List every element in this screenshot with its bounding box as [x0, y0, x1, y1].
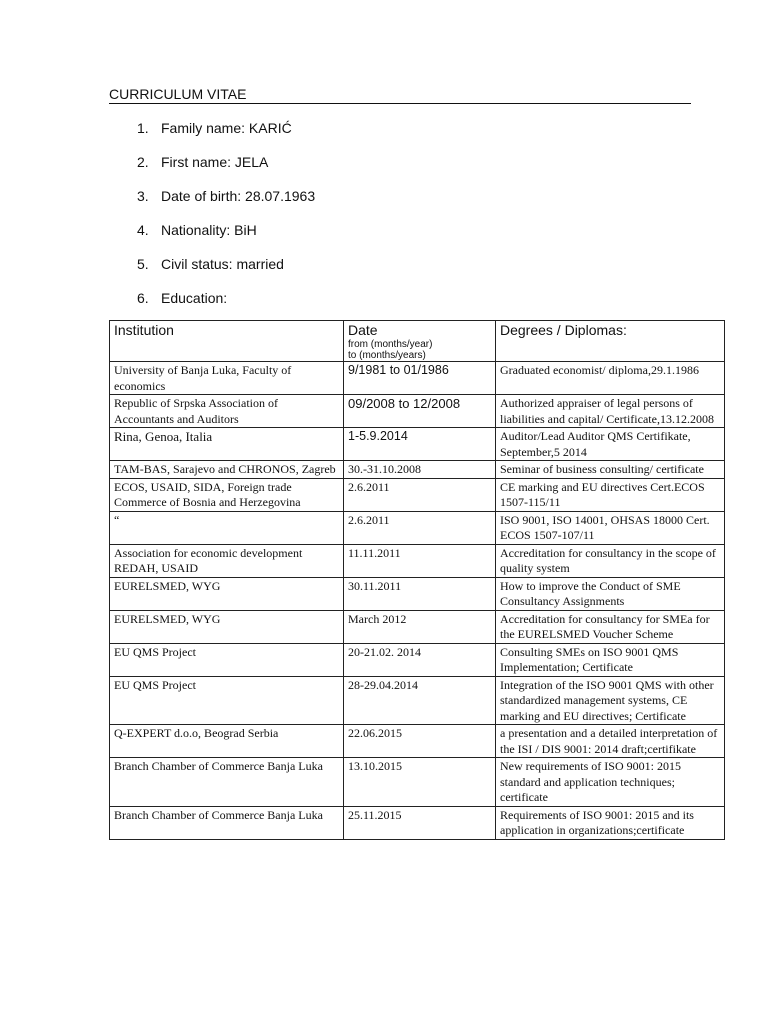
date-cell: 2.6.2011 — [344, 511, 496, 544]
list-item-first-name — [137, 152, 315, 186]
table-row — [110, 610, 725, 643]
date-cell: 28-29.04.2014 — [344, 676, 496, 725]
institution-cell: Branch Chamber of Commerce Banja Luka — [110, 806, 344, 839]
family-name-text: Family name: KARIĆ — [161, 120, 292, 136]
degree-cell: Requirements of ISO 9001: 2015 and its application in organizations;certificate — [496, 806, 725, 839]
date-cell: 2.6.2011 — [344, 478, 496, 511]
date-header-label: Date — [348, 322, 378, 338]
list-number: 6. — [137, 290, 149, 306]
institution-cell: Association for economic development REDAH, USAID — [110, 544, 344, 577]
date-header-to: to (months/years) — [348, 350, 426, 361]
personal-info-list — [137, 118, 315, 322]
date-cell: 9/1981 to 01/1986 — [344, 362, 496, 395]
date-header-from: from (months/year) — [348, 339, 433, 350]
degree-cell: Auditor/Lead Auditor QMS Certifikate, September,5 2014 — [496, 428, 725, 461]
list-item-date-of-birth — [137, 186, 315, 220]
institution-cell: TAM-BAS, Sarajevo and CHRONOS, Zagreb — [110, 461, 344, 479]
list-item-civil-status — [137, 254, 315, 288]
institution-cell: EURELSMED, WYG — [110, 577, 344, 610]
institution-header: Institution — [110, 321, 344, 362]
table-row — [110, 725, 725, 758]
education-table — [109, 320, 725, 840]
date-cell: 20-21.02. 2014 — [344, 643, 496, 676]
date-cell: 09/2008 to 12/2008 — [344, 395, 496, 428]
list-number: 5. — [137, 256, 149, 272]
date-cell: 22.06.2015 — [344, 725, 496, 758]
table-row — [110, 511, 725, 544]
date-cell: 25.11.2015 — [344, 806, 496, 839]
institution-cell: EU QMS Project — [110, 643, 344, 676]
degree-cell: Accreditation for consultancy in the scope of quality system — [496, 544, 725, 577]
table-row — [110, 544, 725, 577]
date-cell: 30.11.2011 — [344, 577, 496, 610]
date-cell: 30.-31.10.2008 — [344, 461, 496, 479]
institution-cell-ditto: “ — [110, 511, 344, 544]
list-item-family-name — [137, 118, 315, 152]
degree-cell: Authorized appraiser of legal persons of liabilities and capital/ Certificate,13.12.2008 — [496, 395, 725, 428]
table-row — [110, 758, 725, 807]
list-item-nationality — [137, 220, 315, 254]
table-header-row — [110, 321, 725, 362]
degree-cell: a presentation and a detailed interpretation of the ISI / DIS 9001: 2014 draft;certifikate — [496, 725, 725, 758]
institution-cell: EURELSMED, WYG — [110, 610, 344, 643]
table-row — [110, 395, 725, 428]
institution-cell: Branch Chamber of Commerce Banja Luka — [110, 758, 344, 807]
degree-cell: Graduated economist/ diploma,29.1.1986 — [496, 362, 725, 395]
institution-cell: Republic of Srpska Association of Accountants and Auditors — [110, 395, 344, 428]
degree-cell: CE marking and EU directives Cert.ECOS 1507-115/11 — [496, 478, 725, 511]
degree-cell: Accreditation for consultancy for SMEa for the EURELSMED Voucher Scheme — [496, 610, 725, 643]
table-row — [110, 577, 725, 610]
institution-cell: Q-EXPERT d.o.o, Beograd Serbia — [110, 725, 344, 758]
degree-cell: Seminar of business consulting/ certificate — [496, 461, 725, 479]
table-row — [110, 806, 725, 839]
institution-cell: EU QMS Project — [110, 676, 344, 725]
table-row — [110, 676, 725, 725]
table-row — [110, 461, 725, 479]
date-header — [344, 321, 496, 362]
civil-status-text: Civil status: married — [161, 256, 284, 272]
list-number: 2. — [137, 154, 149, 170]
institution-cell: Rina, Genoa, Italia — [110, 428, 344, 461]
list-item-education — [137, 288, 315, 322]
degrees-header: Degrees / Diplomas: — [496, 321, 725, 362]
date-cell: March 2012 — [344, 610, 496, 643]
nationality-text: Nationality: BiH — [161, 222, 257, 238]
degree-cell: How to improve the Conduct of SME Consultancy Assignments — [496, 577, 725, 610]
education-heading: Education: — [161, 290, 228, 306]
table-row — [110, 478, 725, 511]
page-title: CURRICULUM VITAE — [109, 86, 691, 104]
list-number: 3. — [137, 188, 149, 204]
degree-cell: Integration of the ISO 9001 QMS with other standardized management systems, CE marking and EU directives; Certificate — [496, 676, 725, 725]
date-cell: 1-5.9.2014 — [344, 428, 496, 461]
table-row — [110, 428, 725, 461]
degree-cell: New requirements of ISO 9001: 2015 standard and application techniques; certificate — [496, 758, 725, 807]
date-cell: 11.11.2011 — [344, 544, 496, 577]
table-row — [110, 362, 725, 395]
date-cell: 13.10.2015 — [344, 758, 496, 807]
first-name-text: First name: JELA — [161, 154, 269, 170]
institution-cell: University of Banja Luka, Faculty of economics — [110, 362, 344, 395]
date-of-birth-text: Date of birth: 28.07.1963 — [161, 188, 316, 204]
degree-cell: Consulting SMEs on ISO 9001 QMS Implementation; Certificate — [496, 643, 725, 676]
institution-cell: ECOS, USAID, SIDA, Foreign trade Commerce of Bosnia and Herzegovina — [110, 478, 344, 511]
degree-cell: ISO 9001, ISO 14001, OHSAS 18000 Cert. ECOS 1507-107/11 — [496, 511, 725, 544]
list-number: 4. — [137, 222, 149, 238]
table-row — [110, 643, 725, 676]
list-number: 1. — [137, 120, 149, 136]
